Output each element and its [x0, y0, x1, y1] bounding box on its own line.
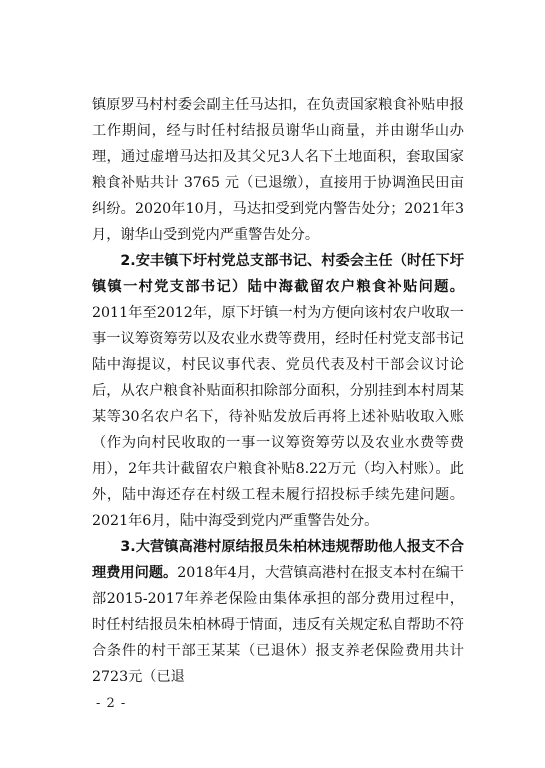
document-body: [92, 92, 464, 690]
paragraph-1-text: 镇原罗马村村委会副主任马达扣，在负责国家粮食补贴申报工作期间，经与时任村结报员谢华山商量，并由谢华山办理，通过虚增马达扣及其父兄3人名下土地面积，套取国家粮食补贴共计 3765 元（已退缴），直接用于协调渔民田亩纠纷。2020年10月，马达扣受到党内警告处分；2021年3月，谢华山受到党内严重警告处分。: [92, 97, 464, 243]
paragraph-3: [92, 534, 464, 690]
paragraph-1: [92, 92, 464, 248]
paragraph-2: [92, 248, 464, 534]
paragraph-2-heading: 2.安丰镇下圩村党总支部书记、村委会主任（时任下圩镇镇一村党支部书记）陆中海截留农户粮食补贴问题。: [92, 253, 464, 295]
paragraph-3-text: 2018年4月，大营镇高港村在报支本村在编干部2015-2017年养老保险由集体承担的部分费用过程中，时任村结报员朱柏林碍于情面，违反有关规定私自帮助不符合条件的村干部王某某（已退休）报支养老保险费用共计2723元（已退: [92, 565, 464, 685]
page-number: - 2 -: [96, 696, 127, 711]
paragraph-2-text: 2011年至2012年，原下圩镇一村为方便向该村农户收取一事一议筹资筹劳以及农业水费等费用，经时任村党支部书记陆中海提议，村民议事代表、党员代表及村干部会议讨论后，从农户粮食补贴面积扣除部分面积，分别挂到本村周某某等30名农户名下，待补贴发放后再将上述补贴收取入账（作为向村民收取的一事一议筹资筹劳以及农业水费等费用），2年共计截留农户粮食补贴8.22万元（均入村账）。此外，陆中海还存在村级工程未履行招投标手续先建问题。2021年6月，陆中海受到党内严重警告处分。: [92, 305, 464, 529]
paragraph-3-heading: 3.大营镇高港村原结报员朱柏林违规帮助他人报支不合理费用问题。: [92, 539, 464, 581]
